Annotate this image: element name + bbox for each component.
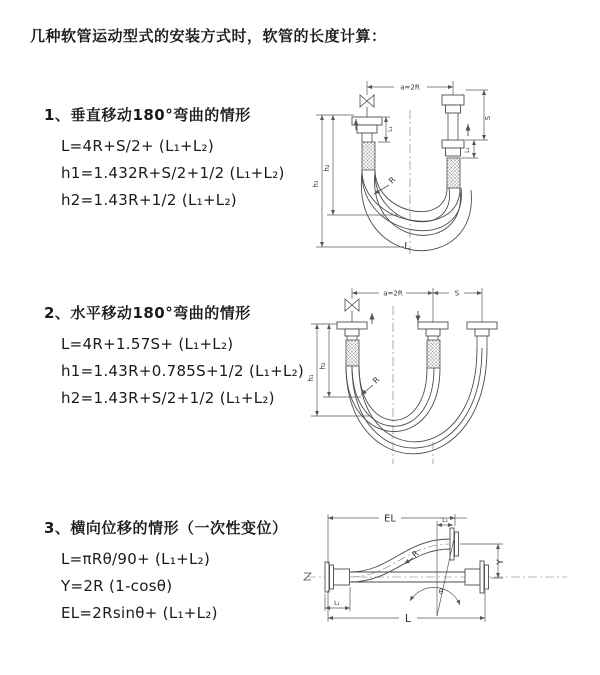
flange [418,322,448,329]
dim-label-h1: h₁ [307,374,315,382]
pipe-socket [334,569,350,585]
diagram-horizontal-180-bend [303,278,600,468]
section-2 [44,302,314,412]
dimension-l [328,590,485,625]
flange [485,565,489,589]
radius-label: R [371,375,382,386]
centerline-break-mark [304,573,311,580]
dimension-s [433,290,482,298]
right-leg [467,288,497,348]
flange [345,329,359,336]
length-label: L [404,241,410,252]
pipe-socket [465,569,480,585]
section-2-heading: 2、水平移动180°弯曲的情形 [44,304,251,322]
formula-line: h2=1.43R+1/2 (L₁+L₂) [61,191,237,209]
dimension-a2r [367,84,453,92]
page-title: 几种软管运动型式的安装方式时，软管的长度计算： [30,27,387,45]
dimension-a2r [352,290,433,298]
section-1 [44,104,314,214]
dim-label-h1: h₁ [312,180,320,188]
flange [446,105,461,113]
flange [426,329,440,336]
dim-label-l1: L₁ [464,147,471,153]
flange [455,532,459,556]
formula-line: L=4R+1.57S+ (L₁+L₂) [61,335,234,353]
dim-label-h2: h₂ [319,362,327,370]
middle-leg [418,288,448,368]
braided-hose-section [346,340,359,366]
formula-line: L=4R+S/2+ (L₁+L₂) [61,137,215,155]
braided-hose-section [427,340,440,368]
radius-annotation [361,375,382,395]
flange [442,95,464,105]
flange [337,322,367,329]
section-3 [44,517,314,627]
section-3-heading: 3、横向位移的情形（一次性变位） [44,519,288,537]
braided-hose-section [447,158,460,188]
formula-line: h1=1.432R+S/2+1/2 (L₁+L₂) [61,164,285,182]
flange [475,329,489,336]
dim-label-s: S [454,289,460,298]
angle-label: θ [438,588,444,596]
dim-label-h2: h₂ [323,164,331,172]
dim-label-l2: L₂ [442,517,448,524]
valve-icon [360,95,374,107]
dim-label-l: L [404,612,412,625]
dim-label-el: EL [384,513,396,525]
dim-label-l1: L₁ [334,600,340,607]
hose-displaced-position [350,528,459,582]
flange [325,562,329,592]
hose-loops [346,348,487,454]
dimension-s [461,90,492,158]
dim-label-a2r: a=2R [400,83,420,92]
left-leg [337,288,367,366]
flange [357,125,377,133]
left-leg [352,81,382,170]
radius-label: R [387,175,398,186]
flange [480,561,484,593]
flange [442,140,464,148]
flange [330,565,334,589]
braided-hose-section [362,142,375,170]
formula-line: EL=2Rsinθ+ (L₁+L₂) [61,604,218,622]
formula-line: h2=1.43R+S/2+1/2 (L₁+L₂) [61,389,275,407]
flange [352,117,382,125]
valve-icon [345,299,359,311]
right-leg [442,81,468,188]
flange [446,148,461,156]
flange [467,322,497,329]
dimension-h [307,324,371,416]
dim-label-y: Y [496,559,506,565]
diagram-lateral-displacement [295,498,600,643]
radius-label: R [410,548,421,560]
formula-line: Y=2R (1-cosθ) [61,577,173,595]
formula-line: h1=1.43R+0.785S+1/2 (L₁+L₂) [61,362,305,380]
section-1-heading: 1、垂直移动180°弯曲的情形 [44,106,251,124]
diagram-vertical-180-bend [308,66,593,258]
formula-line: L=πRθ/90+ (L₁+L₂) [61,550,211,568]
left-flange [325,562,350,592]
dim-label-a2r: a=2R [383,289,403,298]
dim-label-l1: L₁ [387,126,394,132]
dim-label-s: S [484,115,492,121]
